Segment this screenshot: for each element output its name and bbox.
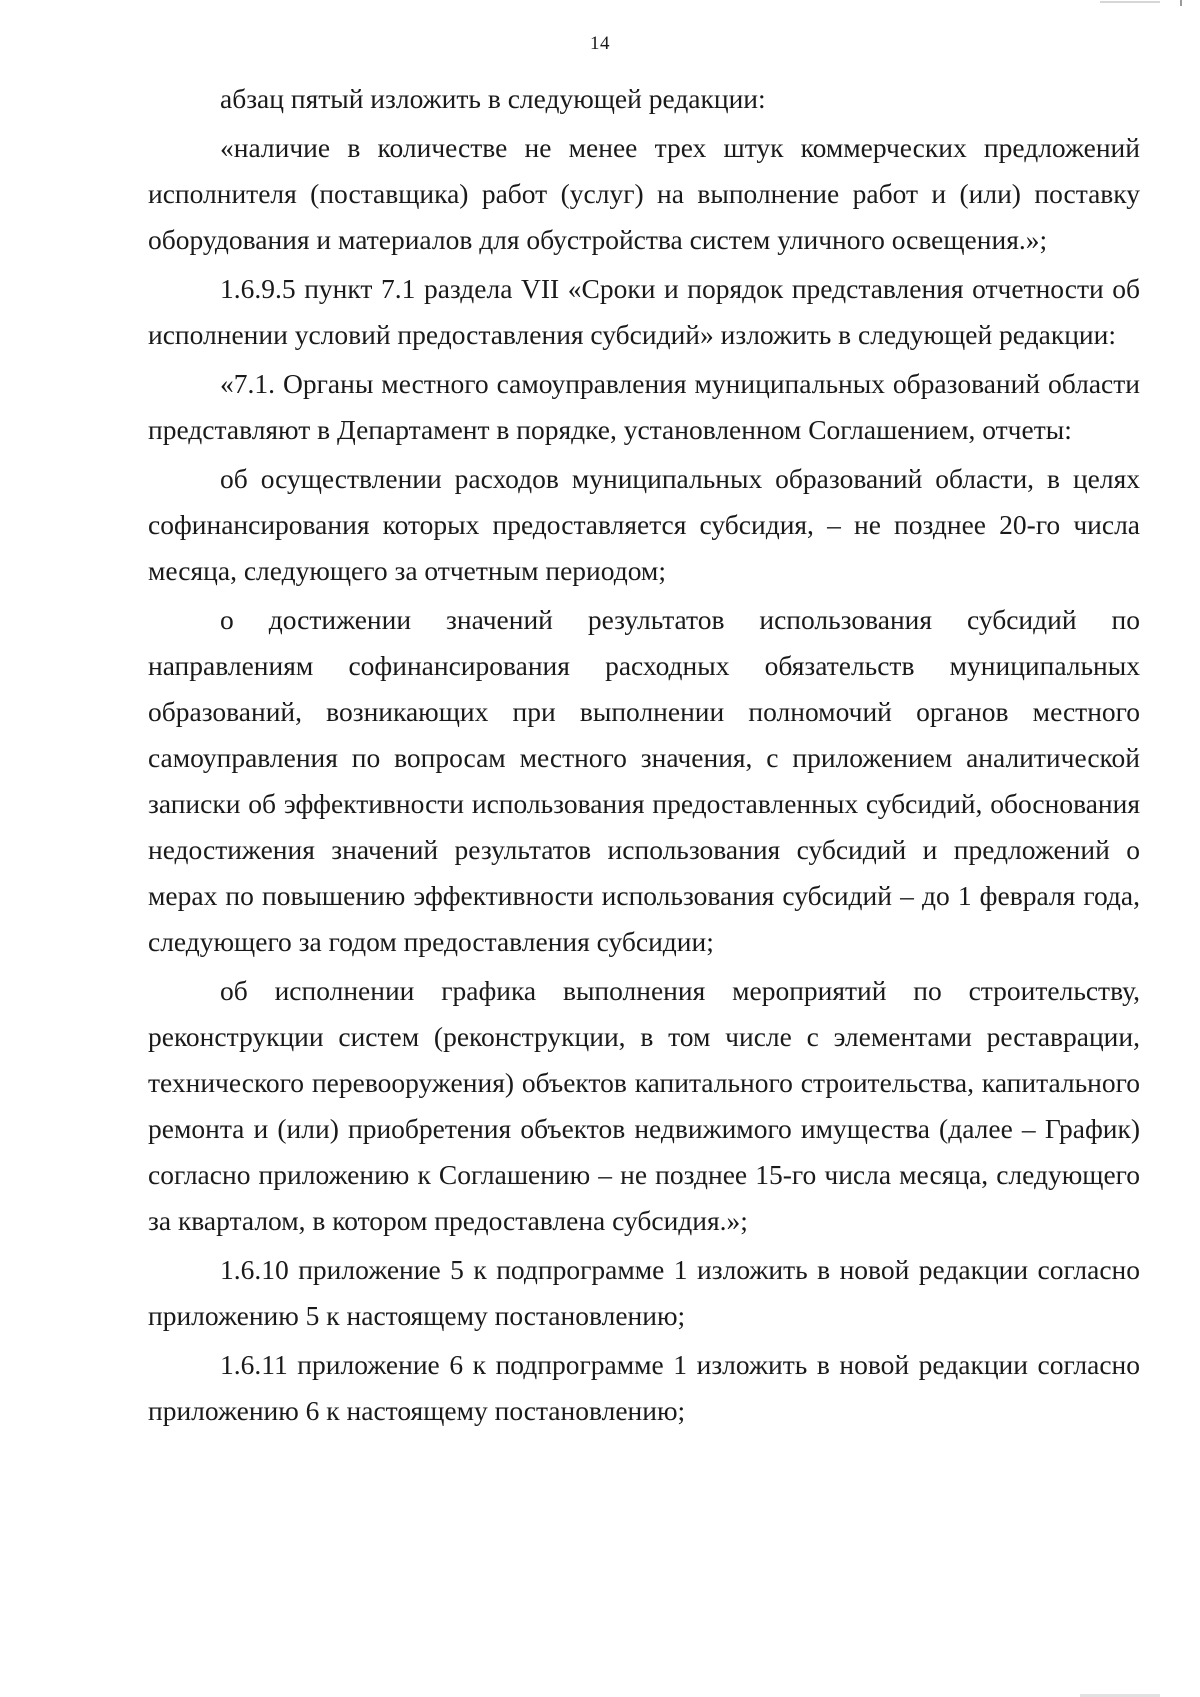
paragraph-schedule-report: об исполнении графика выполнения мероприятий по строительству, реконструкции систем (реконструкции, в том числе с элементами реставрации, технического перевооружения) объектов капитального строительства, капитального ремонта и (или) приобретения объектов недвижимого имущества (далее – График) согласно приложению к Соглашению – не позднее 15-го числа месяца, следующего за кварталом, в котором предоставлена субсидия.»;	[148, 975, 1140, 1236]
paragraph-results-report: о достижении значений результатов использования субсидий по направлениям софинансирования расходных обязательств муниципальных образований, возникающих при выполнении полномочий органов местного самоуправления по вопросам местного значения, с приложением аналитической записки об эффективности использования предоставленных субсидий, обоснования недостижения значений результатов использования субсидий и предложений о мерах по повышению эффективности использования субсидий – до 1 февраля года, следующего за годом предоставления субсидии;	[148, 604, 1140, 957]
scan-artifact-top	[1080, 0, 1200, 6]
scan-tick	[1180, 0, 1182, 6]
document-body	[148, 76, 1140, 1437]
paragraph-expenses-report: об осуществлении расходов муниципальных образований области, в целях софинансирования которых предоставляется субсидия, – не позднее 20-го числа месяца, следующего за отчетным периодом;	[148, 463, 1140, 586]
paragraph-1-6-11: 1.6.11 приложение 6 к подпрограмме 1 изложить в новой редакции согласно приложению 6 к настоящему постановлению;	[148, 1349, 1140, 1426]
paragraph-commercial-offers: «наличие в количестве не менее трех штук коммерческих предложений исполнителя (поставщика) работ (услуг) на выполнение работ и (или) поставку оборудования и материалов для обустройства систем уличного освещения.»;	[148, 132, 1140, 255]
scan-smudge	[1100, 1, 1160, 3]
page-number: 14	[590, 33, 610, 54]
paragraph-paragraph-five-amendment: абзац пятый изложить в следующей редакции:	[220, 83, 766, 114]
paragraph-7-1: «7.1. Органы местного самоуправления муниципальных образований области представляют в Департамент в порядке, установленном Соглашением, отчеты:	[148, 368, 1140, 445]
paragraph-1-6-10: 1.6.10 приложение 5 к подпрограмме 1 изложить в новой редакции согласно приложению 5 к настоящему постановлению;	[148, 1254, 1140, 1331]
paragraph-1-6-9-5: 1.6.9.5 пункт 7.1 раздела VII «Сроки и порядок представления отчетности об исполнении условий предоставления субсидий» изложить в следующей редакции:	[148, 273, 1140, 350]
